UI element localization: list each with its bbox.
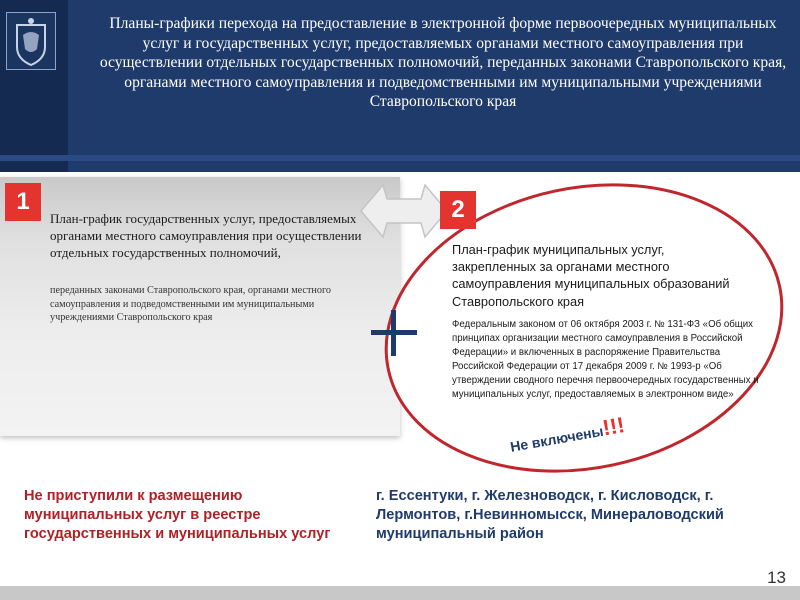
coat-of-arms-icon xyxy=(6,12,56,70)
badge-1: 1 xyxy=(5,183,41,221)
page-number: 13 xyxy=(767,568,786,587)
panel1-main-text: План-график государственных услуг, предоставляемых органами местного самоуправления при осуществлении отдельных государственных полномочий, xyxy=(50,211,362,260)
panel2-sub-text: Федеральным законом от 06 октября 2003 г. № 131-ФЗ «Об общих принципах организации местного самоуправления в Российской Федерации» и включенных в распоряжение Правительства Российской Федерации от 17 декабря 2009 г. № 1993-р «Об утверждении сводного перечня первоочередных государственных и муниципальных услуг, предоставляемых в электронном виде» xyxy=(452,319,759,400)
panel1-sub-text: переданных законами Ставропольского края, органами местного самоуправления и подведомственными им муниципальными учреждениями Ставропольского края xyxy=(50,285,331,324)
badge-2: 2 xyxy=(440,191,476,229)
exclamation-marks: !!! xyxy=(600,412,627,441)
not-included-text: Не включены xyxy=(508,422,605,455)
bottom-left-note: Не приступили к размещению муниципальных услуг в реестре государственных и муниципальных услуг xyxy=(24,488,331,542)
panel2-main-text: План-график муниципальных услуг, закрепленных за органами местного самоуправления муниципальных образований Ставропольского края xyxy=(452,242,730,309)
header-underline xyxy=(0,155,800,161)
footer-bar xyxy=(0,586,800,600)
page-title: Планы-графики перехода на предоставление в электронной форме первоочередных муниципальных услуг и государственных услуг, предоставляемых органами местного самоуправления при осуществлении отдельных государственных полномочий, переданных законами Ставропольского края, органами местного самоуправления и подведомственными им муниципальными учреждениями Ставропольского края xyxy=(99,15,787,111)
bottom-right-cities: г. Ессентуки, г. Железноводск, г. Кисловодск, г. Лермонтов, г.Невинномысск, Минераловодский муниципальный район xyxy=(376,488,724,542)
plus-icon xyxy=(369,308,419,358)
